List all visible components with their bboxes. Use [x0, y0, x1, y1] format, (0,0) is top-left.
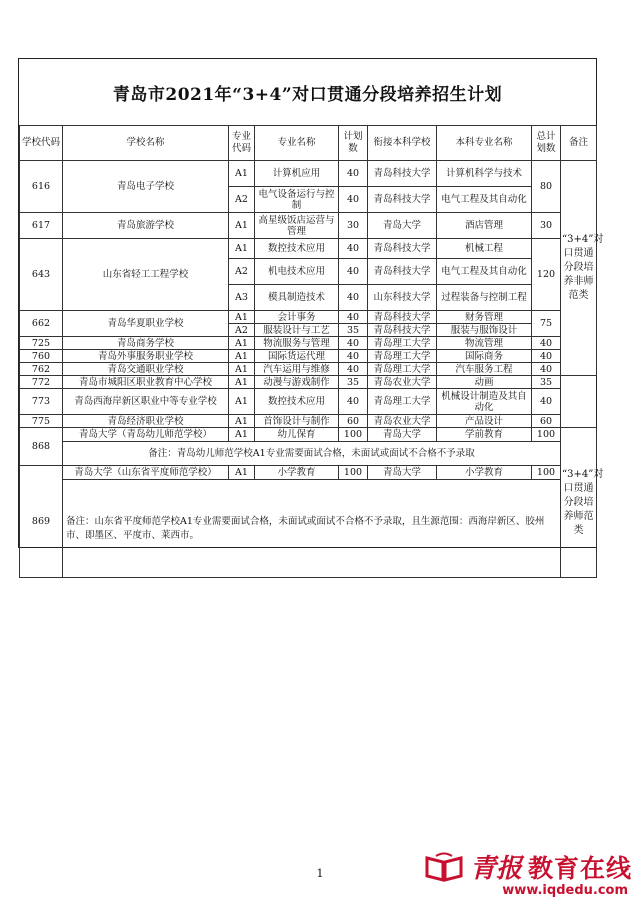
page-title: 青岛市2021年“3+4”对口贯通分段培养招生计划 — [112, 84, 503, 105]
table-row — [20, 350, 597, 363]
table-row — [20, 311, 597, 324]
total-plan-cell: 75 — [532, 311, 561, 337]
school-name-cell: 青岛市城阳区职业教育中心学校 — [63, 376, 229, 389]
major-name-cell: 首饰设计与制作 — [255, 415, 339, 428]
university-cell: 青岛理工大学 — [368, 389, 437, 415]
major-name-cell: 高星级饭店运营与管理 — [255, 213, 339, 239]
plan-count-cell: 40 — [339, 239, 368, 259]
title-row — [19, 59, 596, 126]
university-cell: 青岛科技大学 — [368, 311, 437, 324]
table-row — [20, 161, 597, 187]
school-code-cell: 662 — [20, 311, 63, 337]
university-cell: 青岛理工大学 — [368, 363, 437, 376]
university-cell: 青岛理工大学 — [368, 350, 437, 363]
major-code-cell: A1 — [229, 239, 255, 259]
university-major-cell: 机械设计制造及其自动化 — [437, 389, 532, 415]
plan-count-cell: 35 — [339, 376, 368, 389]
school-name-cell: 青岛商务学校 — [63, 337, 229, 350]
major-name-cell: 服装设计与工艺 — [255, 324, 339, 337]
school-code-cell: 617 — [20, 213, 63, 239]
plan-count-cell: 35 — [339, 324, 368, 337]
table-row — [20, 239, 597, 259]
header-cell: 衔接本科学校 — [368, 126, 437, 161]
table-row — [20, 363, 597, 376]
site-logo — [392, 848, 632, 900]
school-code-cell: 868 — [20, 428, 63, 466]
major-name-cell: 模具制造技术 — [255, 285, 339, 311]
plan-count-cell: 40 — [339, 285, 368, 311]
total-plan-cell: 60 — [532, 415, 561, 428]
major-code-cell: A1 — [229, 337, 255, 350]
book-icon — [424, 852, 464, 882]
page-number: 1 — [316, 867, 324, 880]
major-code-cell: A1 — [229, 376, 255, 389]
major-name-cell: 物流服务与管理 — [255, 337, 339, 350]
university-major-cell: 国际商务 — [437, 350, 532, 363]
header-row — [20, 126, 597, 161]
major-code-cell: A1 — [229, 389, 255, 415]
university-major-cell: 动画 — [437, 376, 532, 389]
school-name-cell: 青岛华夏职业学校 — [63, 311, 229, 337]
note-869-cell: 备注：山东省平度师范学校A1专业需要面试合格，未面试或面试不合格不予录取，且生源范围：西海岸新区、胶州市、即墨区、平度市、莱西市。 — [63, 480, 561, 578]
university-major-cell: 产品设计 — [437, 415, 532, 428]
major-name-cell: 国际货运代理 — [255, 350, 339, 363]
school-code-cell: 643 — [20, 239, 63, 311]
university-cell: 青岛农业大学 — [368, 376, 437, 389]
major-name-cell: 机电技术应用 — [255, 259, 339, 285]
total-plan-cell: 35 — [532, 376, 561, 389]
total-plan-cell: 40 — [532, 389, 561, 415]
plan-count-cell: 40 — [339, 187, 368, 213]
enrollment-plan-sheet — [18, 58, 604, 548]
major-code-cell: A2 — [229, 324, 255, 337]
remark-non-normal-cell: “3+4”对口贯通分段培养非师范类 — [561, 161, 597, 376]
school-name-cell: 山东省轻工工程学校 — [63, 239, 229, 311]
university-cell: 青岛大学 — [368, 213, 437, 239]
table-row — [20, 213, 597, 239]
university-cell: 青岛科技大学 — [368, 187, 437, 213]
total-plan-cell: 40 — [532, 337, 561, 350]
plan-count-cell: 60 — [339, 415, 368, 428]
school-code-cell: 773 — [20, 389, 63, 415]
major-name-cell: 计算机应用 — [255, 161, 339, 187]
header-cell: 总计划数 — [532, 126, 561, 161]
major-code-cell: A2 — [229, 187, 255, 213]
school-name-cell: 青岛旅游学校 — [63, 213, 229, 239]
total-plan-cell: 40 — [532, 350, 561, 363]
plan-count-cell: 40 — [339, 350, 368, 363]
school-code-cell: 772 — [20, 376, 63, 389]
header-cell: 专业名称 — [255, 126, 339, 161]
plan-count-cell: 40 — [339, 363, 368, 376]
total-plan-cell: 120 — [532, 239, 561, 311]
major-name-cell: 会计事务 — [255, 311, 339, 324]
major-code-cell: A1 — [229, 363, 255, 376]
header-cell: 本科专业名称 — [437, 126, 532, 161]
school-name-cell: 青岛西海岸新区职业中等专业学校 — [63, 389, 229, 415]
plan-count-cell: 100 — [339, 428, 368, 442]
school-code-cell: 775 — [20, 415, 63, 428]
logo-url: www.iqdedu.com — [502, 883, 628, 898]
school-code-cell: 760 — [20, 350, 63, 363]
total-plan-cell: 100 — [532, 428, 561, 442]
logo-script-text: 青报 — [469, 854, 522, 884]
major-code-cell: A3 — [229, 285, 255, 311]
major-name-cell: 幼儿保育 — [255, 428, 339, 442]
note-868-cell: 备注：青岛幼儿师范学校A1专业需要面试合格，未面试或面试不合格不予录取 — [63, 442, 561, 466]
header-cell: 学校名称 — [63, 126, 229, 161]
table-row — [20, 337, 597, 350]
university-major-cell: 小学教育 — [437, 466, 532, 480]
plan-count-cell: 40 — [339, 337, 368, 350]
major-name-cell: 数控技术应用 — [255, 389, 339, 415]
logo-main-text: 教育在线 — [527, 853, 632, 883]
university-cell: 山东科技大学 — [368, 285, 437, 311]
school-code-cell: 869 — [20, 466, 63, 578]
major-code-cell: A1 — [229, 350, 255, 363]
major-code-cell: A1 — [229, 466, 255, 480]
university-major-cell: 财务管理 — [437, 311, 532, 324]
school-name-cell: 青岛大学（青岛幼儿师范学校） — [63, 428, 229, 442]
school-code-cell: 725 — [20, 337, 63, 350]
plan-count-cell: 40 — [339, 161, 368, 187]
university-major-cell: 电气工程及其自动化 — [437, 259, 532, 285]
school-name-cell: 青岛大学（山东省平度师范学校） — [63, 466, 229, 480]
plan-count-cell: 100 — [339, 466, 368, 480]
university-cell: 青岛大学 — [368, 428, 437, 442]
school-name-cell: 青岛交通职业学校 — [63, 363, 229, 376]
remark-normal-cell: “3+4”对口贯通分段培养师范类 — [561, 428, 597, 578]
table-row — [20, 480, 597, 578]
table-row — [20, 376, 597, 389]
school-name-cell: 青岛外事服务职业学校 — [63, 350, 229, 363]
plan-count-cell: 40 — [339, 259, 368, 285]
header-cell: 专业代码 — [229, 126, 255, 161]
university-major-cell: 电气工程及其自动化 — [437, 187, 532, 213]
school-name-cell: 青岛电子学校 — [63, 161, 229, 213]
total-plan-cell: 30 — [532, 213, 561, 239]
major-code-cell: A1 — [229, 213, 255, 239]
major-name-cell: 电气设备运行与控制 — [255, 187, 339, 213]
major-name-cell: 汽车运用与维修 — [255, 363, 339, 376]
table-row — [20, 466, 597, 480]
university-cell: 青岛科技大学 — [368, 324, 437, 337]
university-major-cell: 服装与服饰设计 — [437, 324, 532, 337]
university-major-cell: 计算机科学与技术 — [437, 161, 532, 187]
header-cell: 备注 — [561, 126, 597, 161]
major-code-cell: A2 — [229, 259, 255, 285]
university-major-cell: 酒店管理 — [437, 213, 532, 239]
plan-table — [19, 125, 604, 578]
school-name-cell: 青岛经济职业学校 — [63, 415, 229, 428]
major-code-cell: A1 — [229, 428, 255, 442]
plan-count-cell: 40 — [339, 311, 368, 324]
university-cell: 青岛农业大学 — [368, 415, 437, 428]
major-name-cell: 小学教育 — [255, 466, 339, 480]
table-row — [20, 389, 597, 415]
university-cell: 青岛科技大学 — [368, 239, 437, 259]
university-cell: 青岛科技大学 — [368, 259, 437, 285]
university-cell: 青岛理工大学 — [368, 337, 437, 350]
university-major-cell: 学前教育 — [437, 428, 532, 442]
plan-count-cell: 30 — [339, 213, 368, 239]
total-plan-cell: 40 — [532, 363, 561, 376]
table-row — [20, 428, 597, 442]
total-plan-cell: 80 — [532, 161, 561, 213]
major-name-cell: 数控技术应用 — [255, 239, 339, 259]
school-code-cell: 762 — [20, 363, 63, 376]
major-name-cell: 动漫与游戏制作 — [255, 376, 339, 389]
table-row — [20, 442, 597, 466]
major-code-cell: A1 — [229, 415, 255, 428]
university-major-cell: 汽车服务工程 — [437, 363, 532, 376]
school-code-cell: 616 — [20, 161, 63, 213]
header-cell: 学校代码 — [20, 126, 63, 161]
university-cell: 青岛大学 — [368, 466, 437, 480]
total-plan-cell: 100 — [532, 466, 561, 480]
university-cell: 青岛科技大学 — [368, 161, 437, 187]
university-major-cell: 物流管理 — [437, 337, 532, 350]
header-cell: 计划数 — [339, 126, 368, 161]
major-code-cell: A1 — [229, 161, 255, 187]
major-code-cell: A1 — [229, 311, 255, 324]
plan-count-cell: 40 — [339, 389, 368, 415]
university-major-cell: 过程装备与控制工程 — [437, 285, 532, 311]
table-row — [20, 415, 597, 428]
university-major-cell: 机械工程 — [437, 239, 532, 259]
